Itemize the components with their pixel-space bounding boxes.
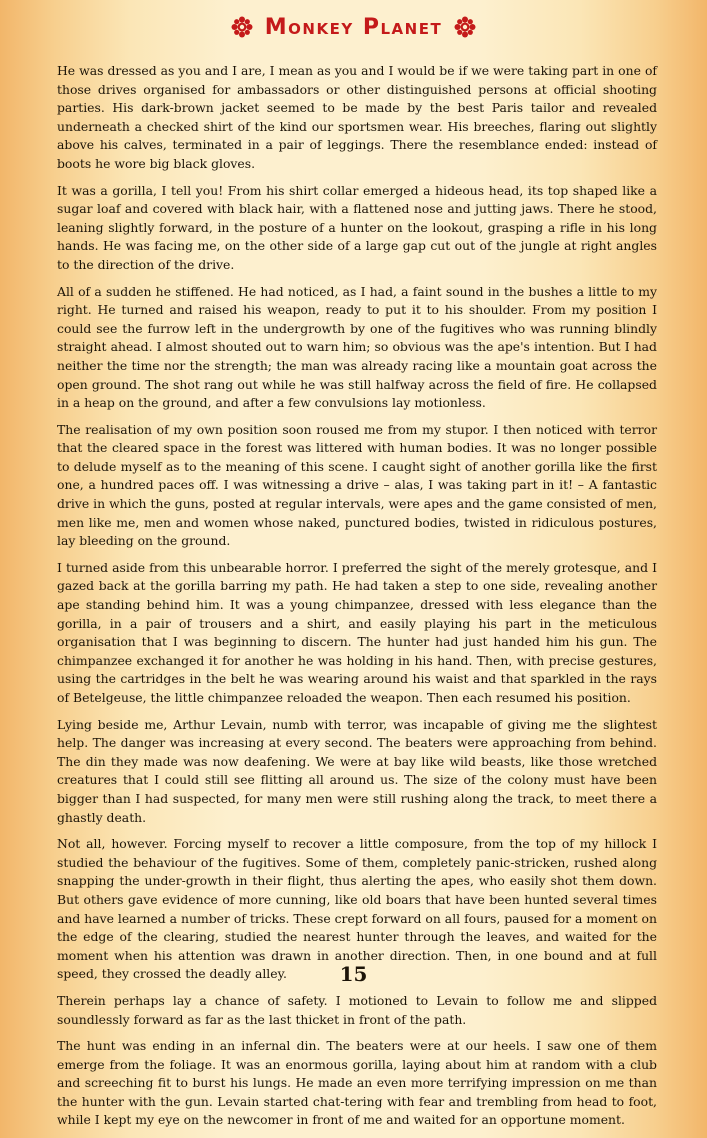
paragraph: The hunt was ending in an infernal din. The beaters were at our heels. I saw one of them emerge from the foliage. It was an enormous gorilla, laying about him at random with a club and screeching fit to burst his lungs. He made an even more terrifying impression on me than the hunter with the gun. Levain started chat-tering with fear and trembling from head to foot, while I kept my eye on the newcomer in front of me and waited for an opportune moment. (57, 1038, 657, 1128)
paragraph: Therein perhaps lay a chance of safety. I motioned to Levain to follow me and slipped soundlessly forward as far as the last thicket in front of the path. (57, 992, 657, 1027)
paragraph: Not all, however. Forcing myself to recover a little composure, from the top of my hillock I studied the behaviour of the fugitives. Some of them, completely panic-stricken, rushed along snapping the under-growth in their flight, thus alerting the apes, who easily shot them down. But others gave evidence of more cunning, like old boars that have been hunted several times and have learned a number of tricks. These crept forward on all fours, paused for a moment on the edge of the clearing, studied the nearest hunter through the leaves, and waited for the moment when his attention was drawn in another direction. Then, in one bound and at full speed, they crossed the deadly alley. (57, 836, 657, 982)
paragraph: He was dressed as you and I are, I mean as you and I would be if we were taking part in one of those drives organised for ambassadors or other distinguished persons at official shooting parties. His dark-brown jacket seemed to be made by the best Paris tailor and revealed underneath a checked shirt of the kind our sportsmen wear. His breeches, flaring out slightly above his calves, terminated in a pair of leggings. There the resemblance ended: instead of boots he wore big black gloves. (57, 63, 657, 171)
flower-ornament-icon (454, 16, 476, 38)
paragraph: It was a gorilla, I tell you! From his shirt collar emerged a hideous head, its top shaped like a sugar loaf and covered with black hair, with a flattened nose and jutting jaws. There he stood, leaning slightly forward, in the posture of a hunter on the lookout, grasping a rifle in his long hands. He was facing me, on the other side of a large gap cut out of the jungle at right angles to the direction of the drive. (57, 182, 657, 272)
page-title: Monkey Planet (264, 14, 443, 40)
paragraph: The realisation of my own position soon roused me from my stupor. I then noticed with terror that the cleared space in the forest was littered with human bodies. It was no longer possible to delude myself as to the meaning of this scene. I caught sight of another gorilla like the first one, a hundred paces off. I was witnessing a drive – alas, I was taking part in it! – A fantastic drive in which the guns, posted at regular intervals, were apes and the game consisted of men, men like me, men and women whose naked, punctured bodies, twisted in ridiculous postures, lay bleeding on the ground. (57, 421, 657, 549)
paragraph: All of a sudden he stiffened. He had noticed, as I had, a faint sound in the bushes a little to my right. He turned and raised his weapon, ready to put it to his shoulder. From my position I could see the furrow left in the undergrowth by one of the fugitives who was running blindly straight ahead. I almost shouted out to warn him; so obvious was the ape's intention. But I had neither the time nor the strength; the man was already racing like a mountain goat across the open ground. The shot rang out while he was still halfway across the field of fire. He collapsed in a heap on the ground, and after a few convulsions lay motionless. (57, 283, 657, 411)
page-header (0, 11, 707, 43)
paragraph: Lying beside me, Arthur Levain, numb with terror, was incapable of giving me the slightest help. The danger was increasing at every second. The beaters were approaching from behind. The din they made was now deafening. We were at bay like wild beasts, like those wretched creatures that I could still see flitting all around us. The size of the colony must have been bigger than I had suspected, for many men were still rushing along the track, to meet there a ghastly death. (57, 716, 657, 825)
paragraph: I turned aside from this unbearable horror. I preferred the sight of the merely grotesque, and I gazed back at the gorilla barring my path. He had taken a step to one side, revealing another ape standing behind him. It was a young chimpanzee, dressed with less elegance than the gorilla, in a pair of trousers and a shirt, and easily playing his part in the meticulous organisation that I was beginning to discern. The hunter had just handed him his gun. The chimpanzee exchanged it for another he was holding in his hand. Then, with precise gestures, using the cartridges in the belt he was wearing around his waist and that sparkled in the rays of Betelgeuse, the little chimpanzee reloaded the weapon. Then each resumed his position. (57, 559, 657, 705)
flower-ornament-icon (231, 16, 253, 38)
page-number: 15 (339, 962, 368, 986)
